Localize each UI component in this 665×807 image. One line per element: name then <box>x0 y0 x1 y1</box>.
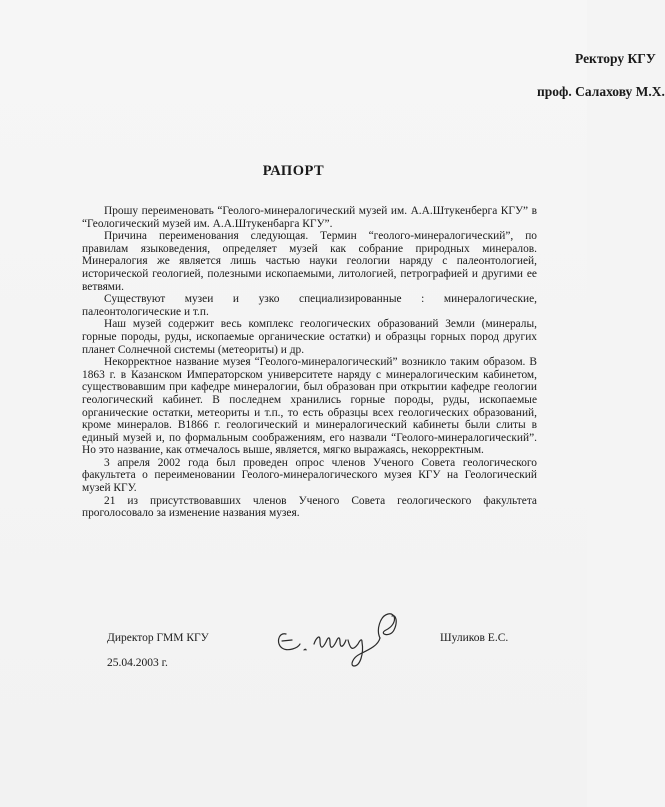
paragraph-7: 21 из присутствовавших членов Ученого Совета геологического факультета проголосовало за изменение названия музея. <box>82 494 537 520</box>
recipient-name: проф. Салахову М.Х. <box>537 84 665 99</box>
paragraph-2: Причина переименования следующая. Термин “геолого-минералогический”, по правилам языковедения, определяет музей как собрание природных минералов. Минералогия же является лишь частью науки геологии наряду с палеонтологией, исторической геологией, полезными ископаемыми, литологией, петрографией и другими ее ветвями. <box>82 230 537 293</box>
paragraph-4: Наш музей содержит весь комплекс геологических образований Земли (минералы, горные породы, руды, ископаемые органические остатки) и образцы горных пород других планет Солнечной системы (метеориты) и др. <box>82 318 537 356</box>
signer-name: Шуликов Е.С. <box>440 632 509 644</box>
signer-position: Директор ГММ КГУ <box>107 632 209 644</box>
paragraph-3: Существуют музеи и узко специализированные : минералогические, палеонтологические и т.п. <box>82 293 537 318</box>
paragraph-6: 3 апреля 2002 года был проведен опрос членов Ученого Совета геологического факультета о переименовании Геолого-минералогического музея КГУ на Геологический музей КГУ. <box>82 456 537 495</box>
document-title: РАПОРТ <box>262 163 325 179</box>
paragraph-5: Некорректное название музея “Геолого-минералогический” возникло таким образом. В 1863 г. в Казанском Императорском университете наряду с минералогическим кабинетом, существовавшим при кафедре минералогии, был образован при открытии кафедре геологии геологический кабинет. В последнем хранились горные породы, руды, ископаемые органические остатки, метеориты и т.п., то есть образцы всех геологических образований, кроме минералов. В1866 г. геологический и минералогический кабинеты были слиты в единый музей и, по формальным соображениям, его назвали “Геолого-минералогический”. Но это название, как отмечалось выше, является, мягко выражаясь, некорректным. <box>82 356 537 457</box>
recipient-title: Ректору КГУ <box>575 51 656 66</box>
signature-icon <box>268 604 418 684</box>
paragraph-1: Прошу переименовать “Геолого-минералогический музей им. А.А.Штукенберга КГУ” в “Геологический музей им. А.А.Штукенбарга КГУ”. <box>82 205 537 230</box>
document-body <box>82 205 537 520</box>
document-date: 25.04.2003 г. <box>107 657 168 669</box>
